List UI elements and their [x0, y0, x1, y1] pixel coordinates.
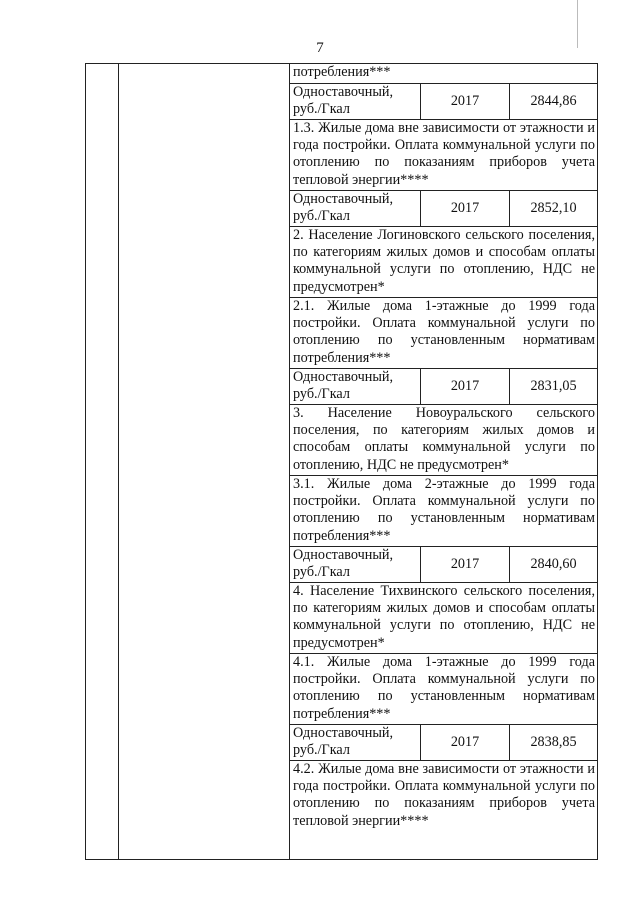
tariff-label — [290, 84, 421, 119]
tariff-value: 2852,10 — [530, 200, 577, 216]
tariff-row — [290, 547, 597, 583]
page-number: 7 — [316, 40, 324, 56]
tariff-label-line1: Одноставочный, — [293, 547, 394, 563]
row-text: потребления*** — [293, 64, 391, 80]
tariff-label — [290, 547, 421, 582]
tariff-year: 2017 — [421, 725, 510, 760]
table-row — [290, 654, 597, 725]
tariff-row — [290, 191, 597, 227]
table-row — [290, 64, 597, 84]
tariff-label — [290, 369, 421, 404]
tariff-value: 2831,05 — [530, 378, 577, 394]
tariff-label — [290, 191, 421, 226]
tariff-year: 2017 — [421, 547, 510, 582]
tariff-year: 2017 — [421, 191, 510, 226]
tariff-label-line1: Одноставочный, — [293, 369, 394, 385]
row-text: 3.1. Жилые дома 2-этажные до 1999 года постройки. Оплата коммунальной услуги по отоплению по установленным нормативам потребления*** — [293, 476, 595, 544]
tariff-value: 2838,85 — [530, 734, 577, 750]
row-text: 3. Население Новоуральского сельского поселения, по категориям жилых домов и способам оплаты коммунальной услуги по отоплению, НДС не предусмотрен* — [293, 405, 595, 473]
tariff-label-line2: руб./Гкал — [293, 564, 350, 581]
tariff-value: 2840,60 — [530, 556, 577, 572]
tariff-label-line2: руб./Гкал — [293, 742, 350, 759]
tariff-table — [289, 63, 598, 860]
tariff-row — [290, 369, 597, 405]
tariff-label-line2: руб./Гкал — [293, 101, 350, 118]
scan-edge-line — [577, 0, 578, 48]
row-text: 1.3. Жилые дома вне зависимости от этажности и года постройки. Оплата коммунальной услуги по отоплению по показаниям приборов учета тепловой энергии**** — [293, 120, 595, 188]
table-row — [290, 405, 597, 476]
tariff-year: 2017 — [421, 84, 510, 119]
table-row — [290, 761, 597, 859]
table-left-columns — [85, 63, 289, 860]
table-row — [290, 476, 597, 547]
tariff-value: 2844,86 — [530, 93, 577, 109]
tariff-label-line1: Одноставочный, — [293, 84, 394, 100]
table-row — [290, 120, 597, 191]
table-row — [290, 227, 597, 298]
row-text: 2.1. Жилые дома 1-этажные до 1999 года постройки. Оплата коммунальной услуги по отоплению по установленным нормативам потребления*** — [293, 298, 595, 366]
tariff-label-line2: руб./Гкал — [293, 386, 350, 403]
tariff-label — [290, 725, 421, 760]
row-text: 4. Население Тихвинского сельского поселения, по категориям жилых домов и способам оплаты коммунальной услуги по отоплению, НДС не предусмотрен* — [293, 583, 595, 651]
tariff-label-line1: Одноставочный, — [293, 725, 394, 741]
row-text: 2. Население Логиновского сельского поселения, по категориям жилых домов и способам оплаты коммунальной услуги по отоплению, НДС не предусмотрен* — [293, 227, 595, 295]
table-row — [290, 583, 597, 654]
tariff-row — [290, 725, 597, 761]
tariff-label-line1: Одноставочный, — [293, 191, 394, 207]
table-row — [290, 298, 597, 369]
tariff-label-line2: руб./Гкал — [293, 208, 350, 225]
row-text: 4.1. Жилые дома 1-этажные до 1999 года постройки. Оплата коммунальной услуги по отоплению по установленным нормативам потребления*** — [293, 654, 595, 722]
tariff-row — [290, 84, 597, 120]
tariff-year: 2017 — [421, 369, 510, 404]
row-text: 4.2. Жилые дома вне зависимости от этажности и года постройки. Оплата коммунальной услуги по отоплению по показаниям приборов учета тепловой энергии**** — [293, 761, 595, 829]
column-divider — [118, 64, 119, 859]
